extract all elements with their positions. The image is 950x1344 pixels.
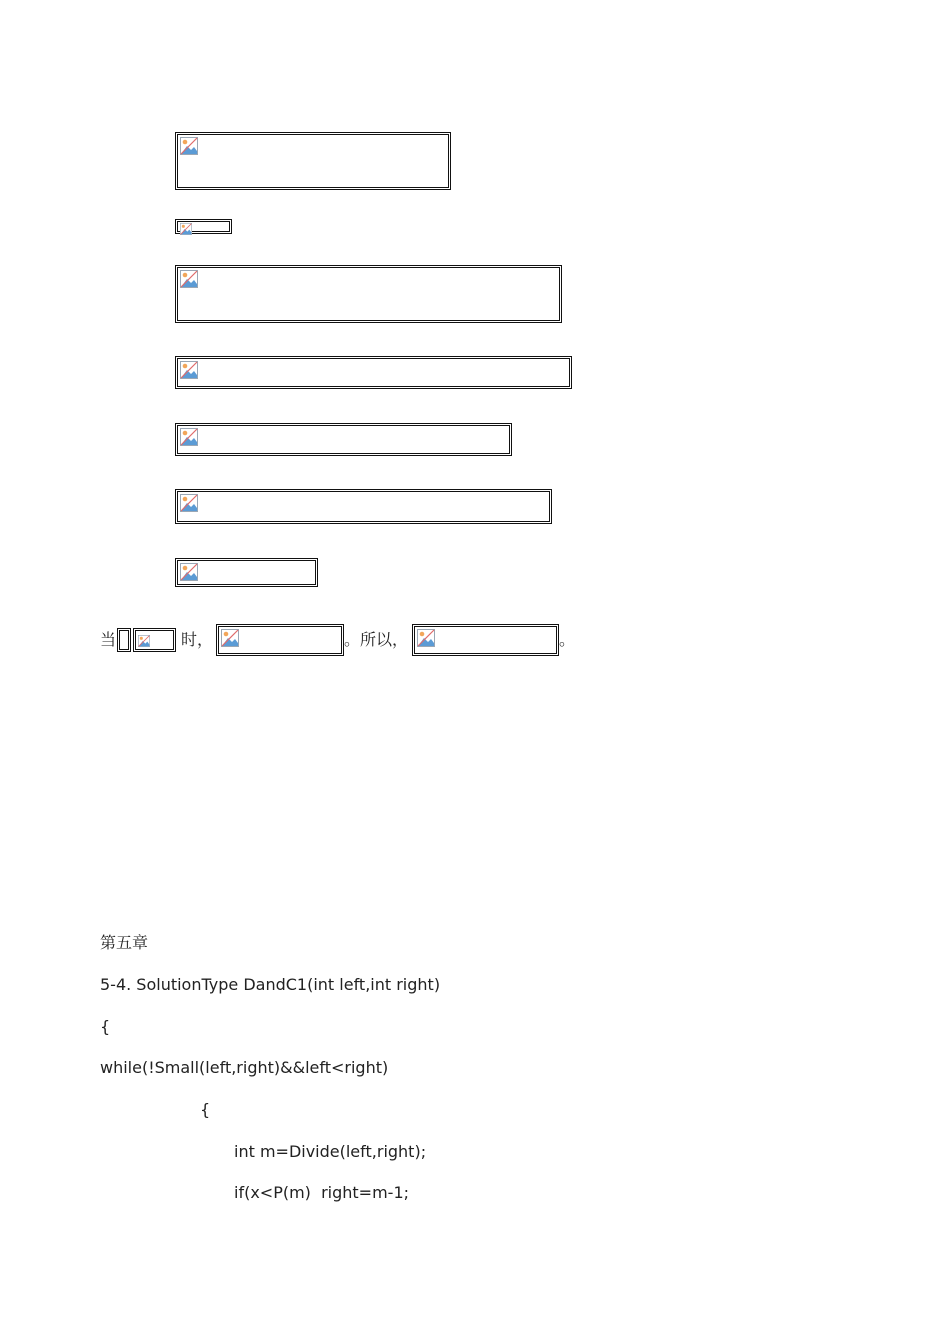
formula-image-2 <box>175 219 232 234</box>
code-line-4: { <box>200 1100 211 1119</box>
broken-image-icon <box>180 270 198 288</box>
inline-formula-result <box>412 624 559 656</box>
formula-image-7 <box>175 558 318 587</box>
formula-image-4 <box>175 356 572 389</box>
formula-image-6 <box>175 489 552 524</box>
broken-image-icon <box>180 137 198 155</box>
broken-image-icon <box>138 635 150 647</box>
chapter-title: 第五章 <box>100 933 149 952</box>
formula-image-1 <box>175 132 451 190</box>
inline-formula-small-b <box>133 628 176 652</box>
code-line-3: while(!Small(left,right)&&left<right) <box>100 1058 389 1077</box>
when-prefix: 当 <box>100 630 117 649</box>
end-text: 。 <box>559 630 576 649</box>
broken-image-icon <box>180 428 198 446</box>
code-line-6: if(x<P(m) right=m-1; <box>234 1183 410 1202</box>
formula-image-3 <box>175 265 562 323</box>
code-line-2: { <box>100 1017 111 1036</box>
code-line-1: 5-4. SolutionType DandC1(int left,int right) <box>100 975 441 994</box>
broken-image-icon <box>417 629 435 647</box>
when-suffix: 时， <box>181 630 214 649</box>
broken-image-icon <box>180 563 198 581</box>
inline-formula-small-a <box>117 628 131 652</box>
broken-image-icon <box>180 494 198 512</box>
broken-image-icon <box>221 629 239 647</box>
broken-image-icon <box>180 223 192 235</box>
formula-image-5 <box>175 423 512 456</box>
inline-formula-bound <box>216 624 344 656</box>
so-text: 。所以， <box>344 630 409 649</box>
broken-image-icon <box>180 361 198 379</box>
code-line-5: int m=Divide(left,right); <box>234 1142 427 1161</box>
